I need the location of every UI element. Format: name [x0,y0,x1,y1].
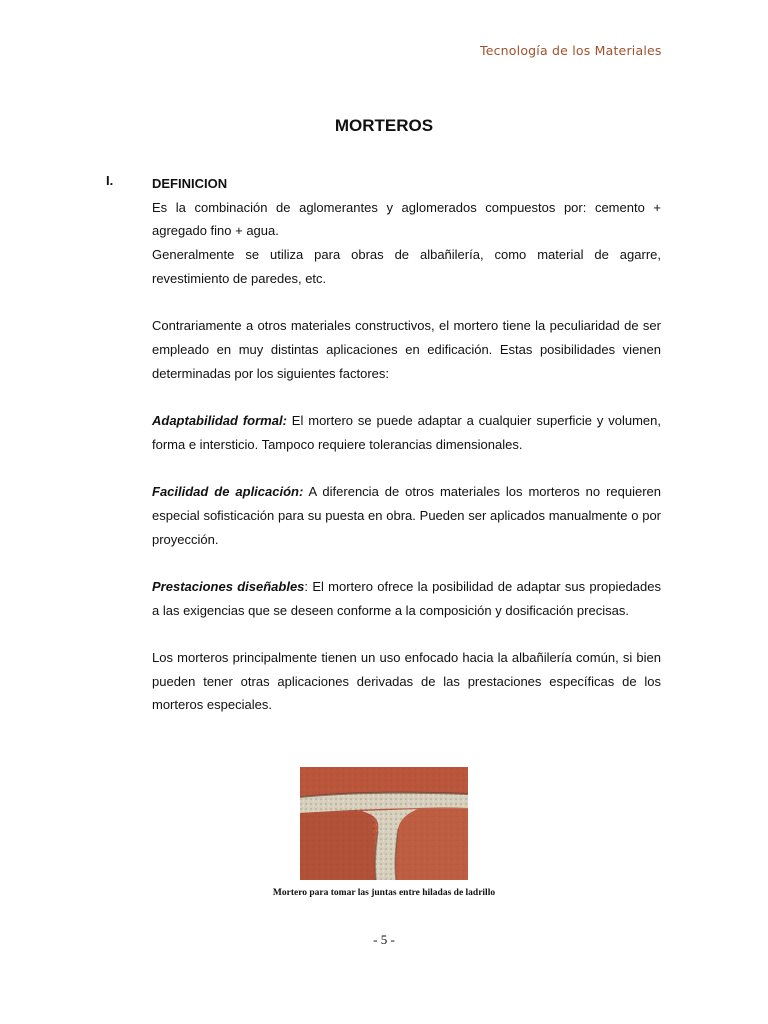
term-adaptability: Adaptabilidad formal: [152,413,287,428]
brick-mortar-photo [300,767,468,880]
text-performance: : El mortero ofrece la posibilidad de adaptar sus propiedades a las exigencias que se deseen conforme a la composición y dosificación precisas. [152,578,661,618]
text-application: A diferencia de otros materiales los morteros no requieren especial sofisticación para su puesta en obra. Pueden ser aplicados manualmente o por proyección. [152,484,661,547]
paragraph-adaptability [152,409,661,456]
page-title: MORTEROS [334,116,434,135]
page-number: - 5 - [373,932,395,947]
paragraph-performance [152,575,661,622]
figure-caption: Mortero para tomar las juntas entre hiladas de ladrillo [272,888,496,898]
spacer [152,385,661,409]
running-header: Tecnología de los Materiales [480,43,662,58]
spacer [152,622,661,646]
section-number: I. [106,173,114,188]
section-title: DEFINICION [152,176,228,191]
spacer [152,551,661,575]
paragraph-intro-factors: Contrariamente a otros materiales constructivos, el mortero tiene la peculiaridad de ser empleado en muy distintas aplicaciones en edificación. Estas posibilidades vienen determinadas por los siguientes factores: [152,318,661,381]
term-performance: Prestaciones diseñables [152,578,305,594]
section-body [152,172,661,717]
paragraph-definition: Es la combinación de aglomerantes y aglomerados compuestos por: cemento + agregado fino + agua. [152,199,661,239]
spacer [152,456,661,480]
paragraph-usage: Generalmente se utiliza para obras de albañilería, como material de agarre, revestimiento de paredes, etc. [152,247,661,286]
paragraph-uses: Los morteros principalmente tienen un uso enfocado hacia la albañilería común, si bien pueden tener otras aplicaciones derivadas de las prestaciones específicas de los morteros especiales. [152,649,661,713]
term-application: Facilidad de aplicación: [152,484,304,500]
paragraph-application [152,480,661,551]
spacer [152,291,661,315]
text-adaptability: El mortero se puede adaptar a cualquier superficie y volumen, forma e intersticio. Tampoco requiere tolerancias dimensionales. [152,413,661,452]
